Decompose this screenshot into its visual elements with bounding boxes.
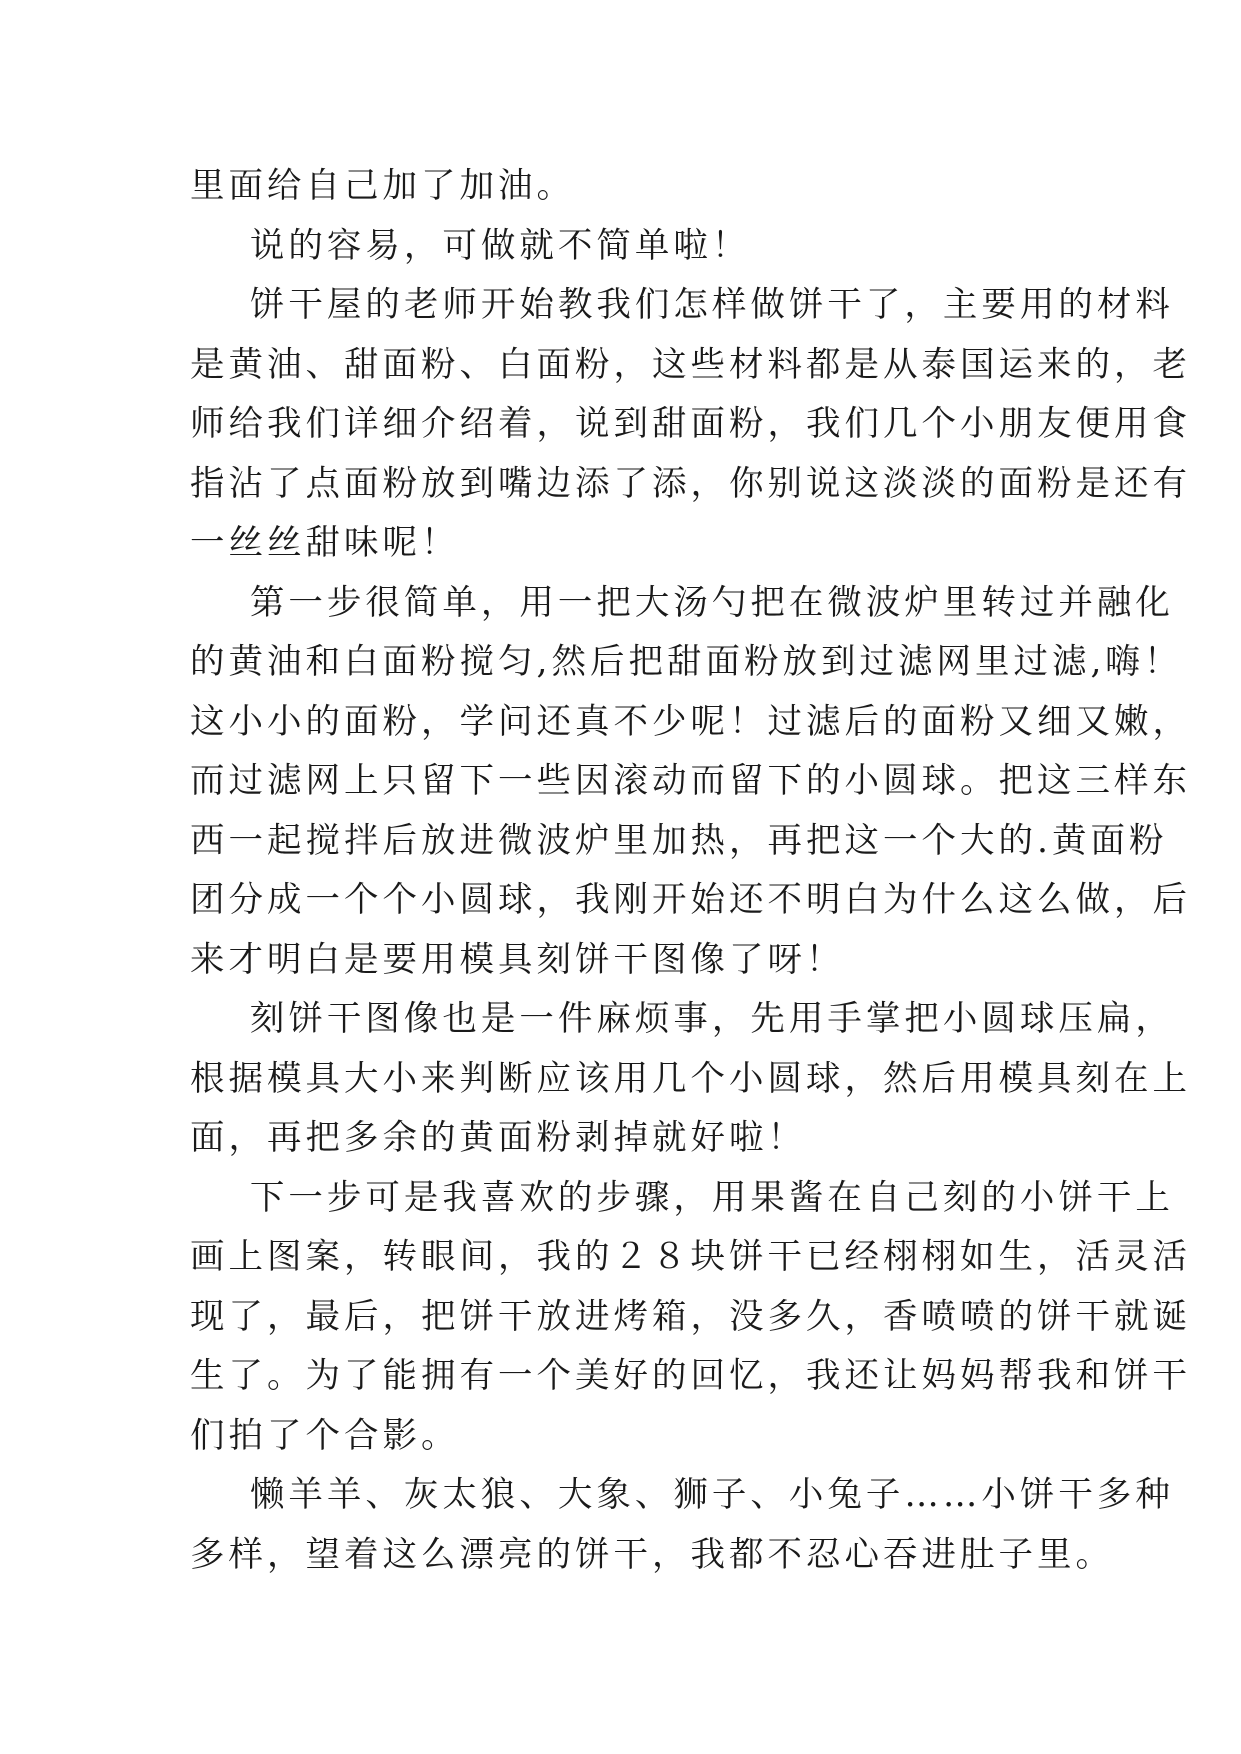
text-line: 指沾了点面粉放到嘴边添了添，你别说这淡淡的面粉是还有 — [190, 463, 1191, 504]
text-line: 生了。为了能拥有一个美好的回忆，我还让妈妈帮我和饼干 — [190, 1356, 1191, 1396]
text-line: 们拍了个合影。 — [190, 1415, 460, 1456]
text-line: 一丝丝甜味呢！ — [190, 523, 460, 563]
text-line: 根据模具大小来判断应该用几个小圆球，然后用模具刻在上 — [190, 1058, 1191, 1099]
text-line: 饼干屋的老师开始教我们怎样做饼干了，主要用的材料 — [190, 285, 1174, 325]
text-line: 团分成一个个小圆球，我刚开始还不明白为什么这么做，后 — [190, 880, 1191, 920]
text-line: 西一起搅拌后放进微波炉里加热，再把这一个大的.黄面粉 — [190, 820, 1168, 861]
text-line: 画上图案，转眼间，我的２８块饼干已经栩栩如生，活灵活 — [190, 1237, 1191, 1277]
text-line: 面，再把多余的黄面粉剥掉就好啦！ — [190, 1118, 806, 1158]
text-line: 刻饼干图像也是一件麻烦事，先用手掌把小圆球压扁， — [190, 999, 1174, 1039]
text-line: 现了，最后，把饼干放进烤箱，没多久，香喷喷的饼干就诞 — [190, 1296, 1191, 1337]
text-line: 下一步可是我喜欢的步骤，用果酱在自己刻的小饼干上 — [190, 1177, 1174, 1218]
document-body — [190, 157, 1191, 1585]
text-line: 而过滤网上只留下一些因滚动而留下的小圆球。把这三样东 — [190, 761, 1191, 801]
text-line: 懒羊羊、灰太狼、大象、狮子、小兔子……小饼干多种 — [190, 1475, 1174, 1515]
text-line: 里面给自己加了加油。 — [190, 166, 575, 206]
text-line: 这小小的面粉，学问还真不少呢！过滤后的面粉又细又嫩， — [190, 701, 1191, 742]
text-line: 是黄油、甜面粉、白面粉，这些材料都是从泰国运来的，老 — [190, 344, 1191, 385]
text-line: 的黄油和白面粉搅匀,然后把甜面粉放到过滤网里过滤,嗨！ — [190, 642, 1183, 682]
text-line: 第一步很简单，用一把大汤勺把在微波炉里转过并融化 — [190, 582, 1174, 623]
text-line: 来才明白是要用模具刻饼干图像了呀！ — [190, 939, 845, 980]
text-line: 多样，望着这么漂亮的饼干，我都不忍心吞进肚子里。 — [190, 1534, 1114, 1575]
text-line: 师给我们详细介绍着，说到甜面粉，我们几个小朋友便用食 — [190, 404, 1191, 444]
text-line: 说的容易，可做就不简单啦！ — [190, 225, 751, 266]
